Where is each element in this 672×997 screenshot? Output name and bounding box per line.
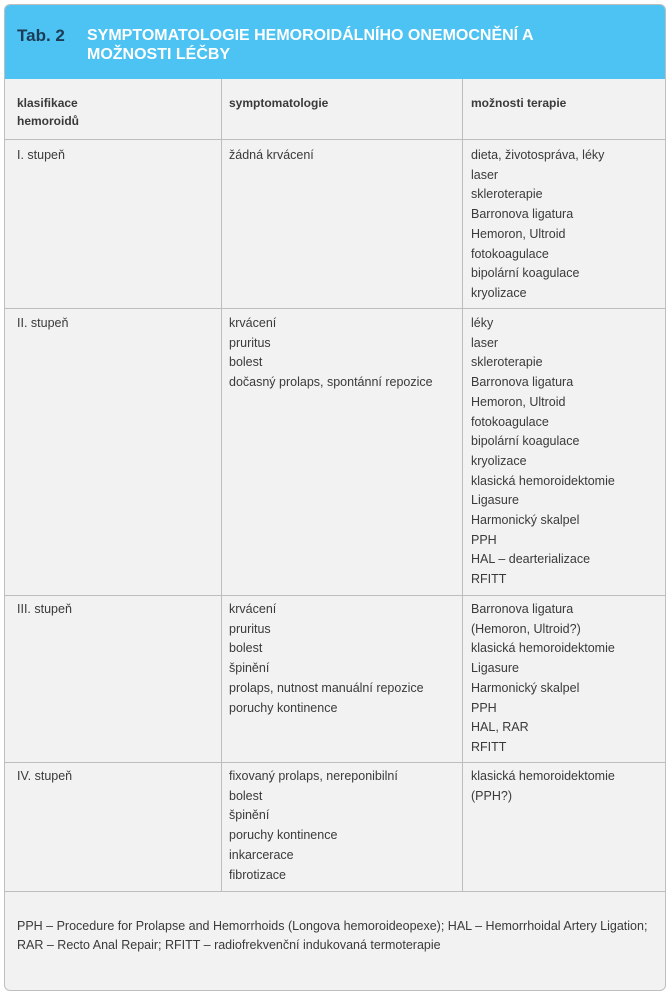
list-item: klasická hemoroidektomie xyxy=(471,769,615,783)
list-item: fibrotizace xyxy=(229,867,286,882)
list-item: krvácení xyxy=(229,316,277,330)
list-item: Barronova ligatura xyxy=(471,207,574,222)
row-3-grade: III. stupeň xyxy=(17,602,72,616)
list-item: Ligasure xyxy=(471,493,519,508)
list-item: špinění xyxy=(229,661,270,676)
row-1-grade: I. stupeň xyxy=(17,148,65,162)
list-item: špinění xyxy=(229,808,270,823)
header-divider xyxy=(5,139,665,140)
row-2-symptoms xyxy=(229,314,459,393)
list-item: kryolizace xyxy=(471,453,527,468)
row-3-therapy xyxy=(471,600,661,758)
list-item: inkarcerace xyxy=(229,847,294,862)
list-item: poruchy kontinence xyxy=(229,700,338,715)
list-item: laser xyxy=(471,335,499,350)
row-2-grade: II. stupeň xyxy=(17,316,69,330)
row-1-therapy xyxy=(471,146,661,304)
list-item: dieta, životospráva, léky xyxy=(471,148,605,162)
list-item: klasická hemoroidektomie xyxy=(471,473,615,488)
list-item: krvácení xyxy=(229,602,277,616)
list-item: Harmonický skalpel xyxy=(471,513,580,528)
list-item: HAL, RAR xyxy=(471,720,529,735)
row-divider xyxy=(5,308,665,309)
list-item: fotokoagulace xyxy=(471,414,549,429)
table-card xyxy=(4,4,666,991)
list-item: bipolární koagulace xyxy=(471,266,580,281)
list-item: Hemoron, Ultroid xyxy=(471,394,566,409)
list-item: bolest xyxy=(229,788,263,803)
list-item: žádná krvácení xyxy=(229,148,314,162)
list-item: bipolární koagulace xyxy=(471,434,580,449)
list-item: laser xyxy=(471,167,499,182)
list-item: Hemoron, Ultroid xyxy=(471,226,566,241)
table-label: Tab. 2 xyxy=(17,26,65,45)
list-item: fixovaný prolaps, nereponibilní xyxy=(229,769,398,783)
table-header-bar xyxy=(5,5,665,79)
row-4-symptoms xyxy=(229,767,459,885)
list-item: (Hemoron, Ultroid?) xyxy=(471,621,581,636)
list-item: bolest xyxy=(229,355,263,370)
list-item: (PPH?) xyxy=(471,788,512,803)
row-2-therapy xyxy=(471,314,661,590)
list-item: bolest xyxy=(229,641,263,656)
list-item: PPH xyxy=(471,532,497,547)
list-item: RFITT xyxy=(471,739,507,754)
list-item: Ligasure xyxy=(471,661,519,676)
column-divider xyxy=(462,79,463,891)
list-item: skleroterapie xyxy=(471,355,543,370)
list-item: poruchy kontinence xyxy=(229,828,338,843)
list-item: léky xyxy=(471,316,494,330)
row-1-symptoms xyxy=(229,146,459,166)
row-divider xyxy=(5,595,665,596)
row-3-symptoms xyxy=(229,600,459,718)
list-item: prolaps, nutnost manuální repozice xyxy=(229,680,424,695)
list-item: pruritus xyxy=(229,335,271,350)
list-item: skleroterapie xyxy=(471,187,543,202)
list-item: pruritus xyxy=(229,621,271,636)
row-divider xyxy=(5,762,665,763)
table-footnote: PPH – Procedure for Prolapse and Hemorrhoids (Longova hemoroideopexe); HAL – Hemorrhoidal Artery Ligation; RAR – Recto Anal Repair; RFITT – radiofrekvenční indukovaná termoterapie xyxy=(17,919,648,952)
list-item: kryolizace xyxy=(471,285,527,300)
column-divider xyxy=(221,79,222,891)
row-divider xyxy=(5,891,665,892)
column-header-symptoms: symptomatologie xyxy=(229,96,329,110)
list-item: dočasný prolaps, spontánní repozice xyxy=(229,375,433,390)
list-item: Barronova ligatura xyxy=(471,602,574,616)
column-header-therapy: možnosti terapie xyxy=(471,96,567,110)
list-item: Barronova ligatura xyxy=(471,375,574,390)
list-item: fotokoagulace xyxy=(471,246,549,261)
table-title: SYMPTOMATOLOGIE HEMOROIDÁLNÍHO ONEMOCNĚNÍ A MOŽNOSTI LÉČBY xyxy=(87,27,533,63)
list-item: HAL – dearterializace xyxy=(471,552,591,567)
row-4-grade: IV. stupeň xyxy=(17,769,73,783)
list-item: PPH xyxy=(471,700,497,715)
row-4-therapy xyxy=(471,767,661,806)
list-item: Harmonický skalpel xyxy=(471,680,580,695)
list-item: RFITT xyxy=(471,572,507,587)
list-item: klasická hemoroidektomie xyxy=(471,641,615,656)
column-header-classification: klasifikace hemoroidů xyxy=(17,96,79,128)
